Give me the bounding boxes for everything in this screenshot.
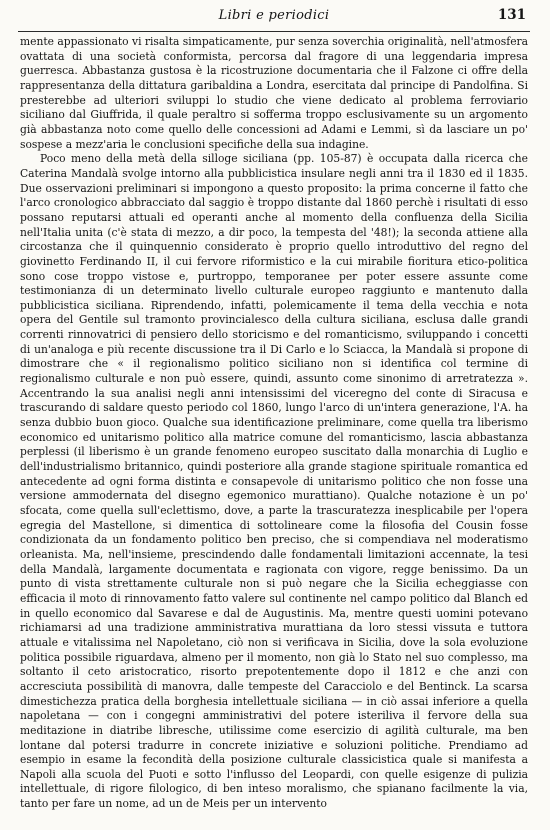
header-rule <box>18 31 530 32</box>
running-title: Libri e periodici <box>218 8 330 23</box>
paragraph-continuation: mente appassionato vi risalta simpaticamente, pur senza soverchia originalità, nell'atmosfera ovattata di una società conformista, percorsa dal fragore di una leggendaria impresa guerresca. Abbastanza gustosa è la ricostruzione documentaria che il Falzone ci offre della rappresentanza della dittatura garibaldina a Londra, esercitata dal principe di Pandolfina. Si presterebbe ad ulteriori sviluppi lo studio che viene dedicato al problema ferroviario siciliano dal Giuffrida, il quale peraltro si sofferma troppo esclusivamente su un argomento già abbastanza noto come quello delle concessioni ad Adami e Lemmi, sì da lasciare un po' sospese a mezz'aria le conclusioni specifiche della sua indagine. <box>20 35 528 151</box>
body-text <box>20 35 528 812</box>
running-header <box>20 6 528 26</box>
paragraph-review: Poco meno della metà della silloge siciliana (pp. 105-87) è occupata dalla ricerca che Caterina Mandalà svolge intorno alla pubblicistica insulare negli anni tra il 1830 ed il 1835. Due osservazioni preliminari si impongono a questo proposito: la prima concerne il fatto che l'arco cronologico abbracciato dal saggio è troppo distante dal 1860 perchè i risultati di esso possano reputarsi attuali ed operanti anche al momento della confluenza della Sicilia nell'Italia unita (c'è stata di mezzo, a dir poco, la tempesta del '48!); la seconda attiene alla circostanza che il quinquennio considerato è proprio quello introduttivo del regno del giovinetto Ferdinando II, il cui fervore riformistico e la cui mirabile fioritura etico-politica sono cose troppo vistose e, purtroppo, temporanee per poter essere assunte come testimonianza di un determinato livello culturale europeo raggiunto e mantenuto dalla pubblicistica siciliana. Riprendendo, infatti, polemicamente il tema della vecchia e nota opera del Gentile sul tramonto provincialesco della cultura siciliana, esclusa dalle grandi correnti rinnovatrici di pensiero dello storicismo e del romanticismo, sviluppando i concetti di un'analoga e più recente discussione tra il Di Carlo e lo Sciacca, la Mandalà si propone di dimostrare che « il regionalismo politico siciliano non si identifica col termine di regionalismo culturale e non può essere, quindi, assunto come sinonimo di arretratezza ». Accentrando la sua analisi negli anni intensissimi del viceregno del conte di Siracusa e trascurando di saldare questo periodo col 1860, lungo l'arco di un'intera generazione, l'A. ha senza dubbio buon gioco. Qualche sua identificazione preliminare, come quella tra liberismo economico ed unitarismo politico alla matrice comune del romanticismo, lascia abbastanza perplessi (il liberismo è un grande fenomeno europeo suscitato dalla monarchia di Luglio e dell'industrialismo britannico, quindi posteriore alla grande stagione spirituale romantica ed antecedente ad ogni forma distinta e consapevole di unitarismo politico che non fosse una versione ammodernata del disegno egemonico murattiano). Qualche notazione è un po' sfocata, come quella sull'eclettismo, dove, a parte la trascuratezza inesplicabile per l'opera egregia del Mastellone, si dimentica di sottolineare come la filosofia del Cousin fosse condizionata da un fondamento politico ben preciso, che si compendiava nel moderatismo orleanista. Ma, nell'insieme, prescindendo dalle fondamentali limitazioni accennate, la tesi della Mandalà, largamente documentata e ragionata con vigore, regge benissimo. Da un punto di vista strettamente culturale non si può negare che la Sicilia echeggiasse con efficacia il moto di rinnovamento fatto valere sul continente nel campo politico dal Blanch ed in quello economico dal Savarese e dal de Augustinis. Ma, mentre questi uomini potevano richiamarsi ad una tradizione amministrativa murattiana da loro stessi vissuta e tuttora attuale e vitalissima nel Napoletano, ciò non si verificava in Sicilia, dove la sola evoluzione politica possibile riguardava, almeno per il momento, non già lo Stato nel suo complesso, ma soltanto il ceto aristocratico, risorto prepotentemente dopo il 1812 e che anzi con accresciuta possibilità di manovra, dalle tempeste del Caracciolo e del Bentinck. La scarsa dimestichezza pratica della borghesia intellettuale siciliana — in ciò assai inferiore a quella napoletana — con i congegni amministrativi del potere isteriliva il fervore della sua meditazione in diatribe libresche, utilissime come esercizio di agilità culturale, ma ben lontane dal potersi tradurre in concrete iniziative e soluzioni politiche. Prendiamo ad esempio in esame la fecondità della posizione culturale classicistica quale si manifesta a Napoli alla scuola del Puoti e sotto l'influsso del Leopardi, con quelle esigenze di pulizia intellettuale, di rigore filologico, di ben inteso moralismo, che spianano facilmente la via, tanto per fare un nome, ad un de Meis per un intervento <box>20 152 528 811</box>
page-number: 131 <box>497 7 526 23</box>
